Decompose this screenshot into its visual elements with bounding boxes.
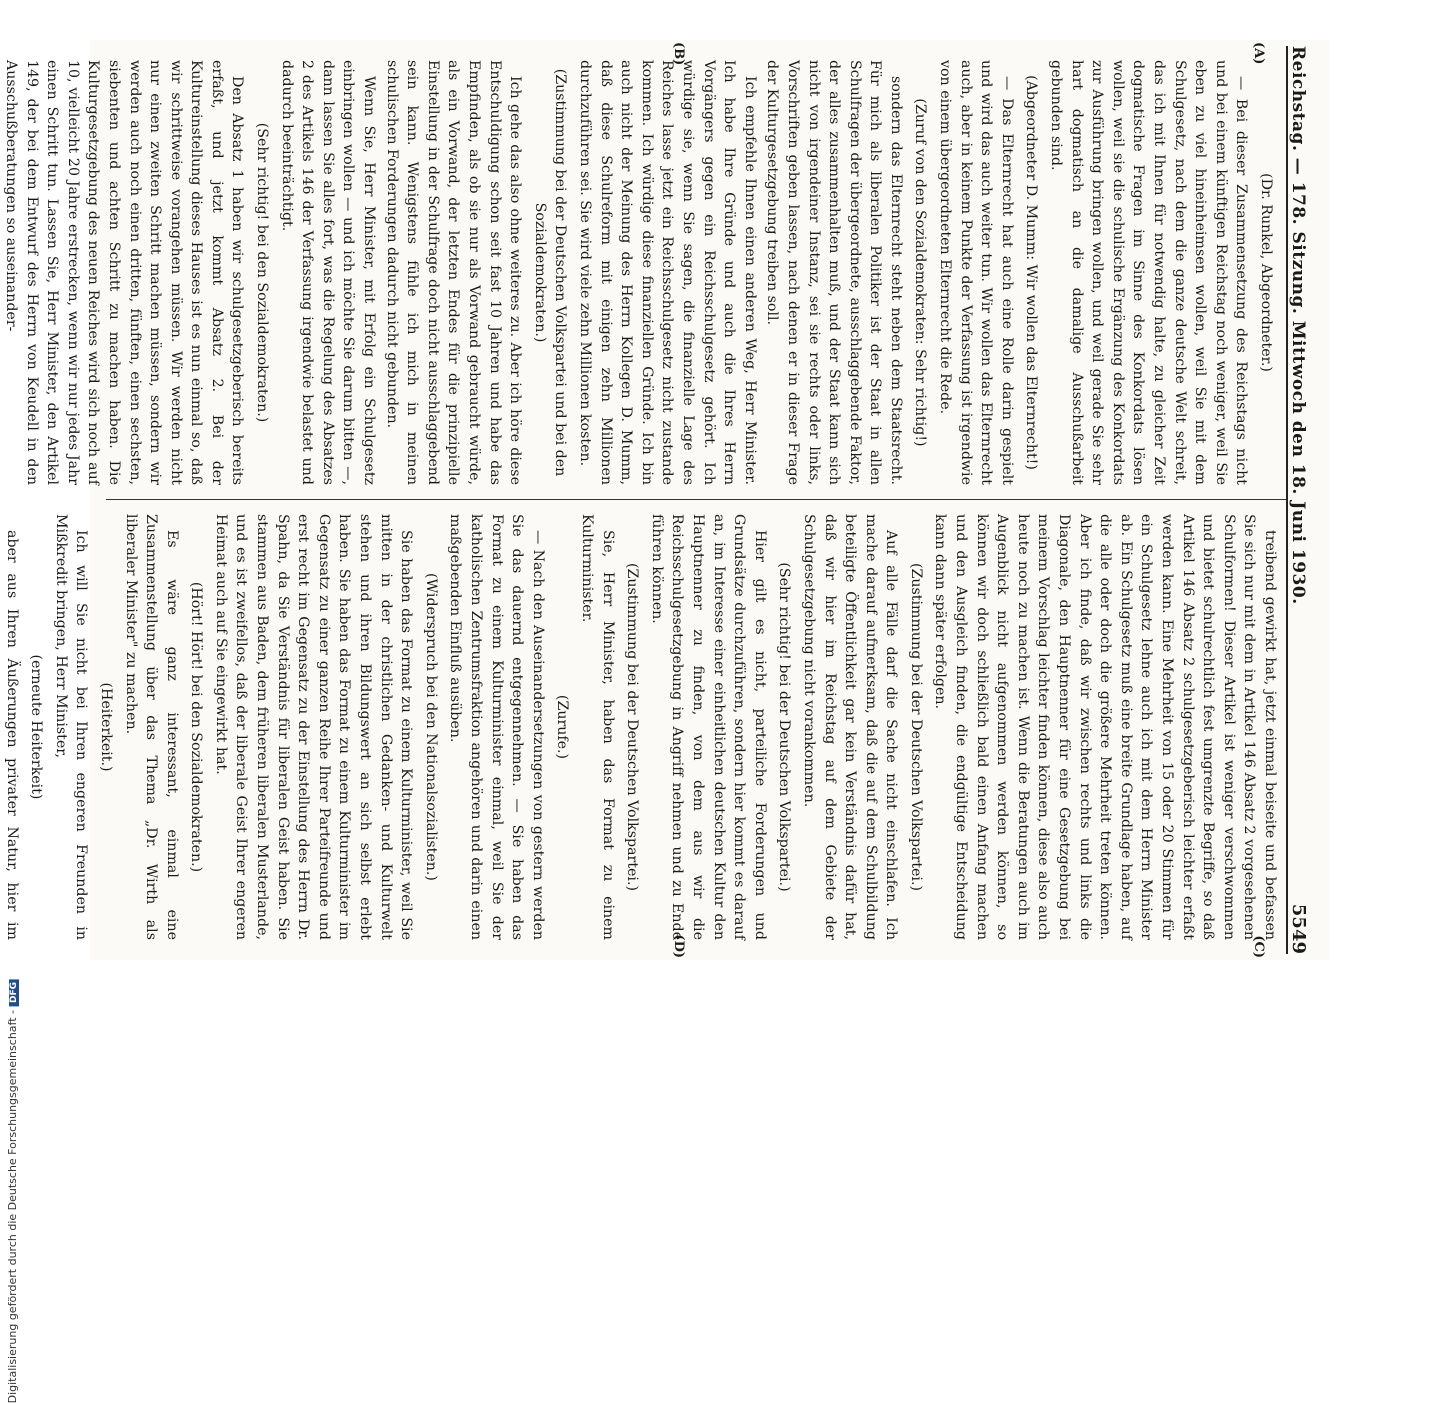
page-title: Reichstag. — 178. Sitzung. Mittwoch den 18. Juni 1930. <box>1288 46 1308 605</box>
margin-mark-c: (C) <box>1251 935 1266 958</box>
interjection: (Zustimmung bei der Deutschen Volkspartei und bei den Sozialdemokraten.) <box>531 68 569 477</box>
interjection: (Heiterkeit.) <box>97 682 114 772</box>
interjection: (Zurufe.) <box>554 694 571 760</box>
paragraph: Wenn Sie, Herr Minister, mit Erfolg ein Schulgesetz einbringen wollen — und ich möchte Sie darum bitten —, dann lassen Sie alles fort, was die Regelung des Absatzes 2 des Artikels 146 der Verfassung irgendwie belastet und dadurch beeinträchtigt. <box>278 60 378 485</box>
interjection: (Dr. Runkel, Abgeordneter.) <box>1258 173 1274 372</box>
margin-mark-a: (A) <box>1251 42 1266 65</box>
paragraph: — Nach den Auseinandersetzungen von gestern werden Sie das dauernd entgegennehmen. — Sie haben das Format zu einem Kulturminister einmal, weil Sie der katholischen Zentrumsfraktion angehören und darin einen maßgebenden Einfluß ausüben. <box>447 514 546 940</box>
document-page <box>2 40 1330 960</box>
credit-text: Digitalisierung gefördert durch die Deutsche Forschungsgemeinschaft - <box>6 1010 19 1403</box>
interjection: (Sehr richtig! bei den Sozialdemokraten.) <box>254 122 271 423</box>
digitization-credit <box>6 979 19 1403</box>
paragraph: Hier gilt es nicht, parteiliche Forderungen und Grundsätze durchzuführen, sondern hier kommt es darauf an, im Interesse einer einheitlichen deutschen Kultur den Hauptnenner zu finden, von dem aus wir die Reichsschulgesetzgebung in Angriff nehmen und zu Ende führen können. <box>648 514 768 940</box>
paragraph: Ich empfehle Ihnen einen anderen Weg, Herr Minister. Ich habe Ihre Gründe und auch die Ihres Herrn Vorgängers gegen ein Reichsschulgesetz gehört. Ich würdige sie, wenn Sie sagen, die finanzielle Lage des Reiches lasse jetzt ein Reichsschulgesetz nicht zustande kommen. Ich würdige diese finanziellen Gründe. Ich bin auch nicht der Meinung des Herrn Kollegen D. Mumm, daß diese Schulreform mit einigen zehn Millionen durchzuführen sei. Sie wird viele zehn Millionen kosten. <box>577 60 758 485</box>
page-number: 5549 <box>1288 903 1309 954</box>
paragraph: aber aus Ihren Äußerungen privater Natur, hier im <box>3 530 20 940</box>
right-column <box>3 500 1286 954</box>
paragraph: sondern das Elternrecht steht neben dem Staatsrecht. Für mich als liberalen Politiker ist der Staat in allen Schulfragen der übergeordnete, ausschlaggebende Faktor, der alles zusammenhalten muß, und der Staat kann sich nicht von irgendeiner Instanz, sei sie rechts oder links, Vorschriften geben lassen, nach denen er in dieser Frage der Kulturgesetzgebung treiben soll. <box>764 60 904 485</box>
interjection: (Zuruf von den Sozialdemokraten: Sehr richtig!) <box>912 98 929 447</box>
paragraph: Sie haben das Format zu einem Kulturminister, weil Sie mitten in der christlichen Gedanken- und Kulturwelt stehen und ihren Bildungswert an sich selbst erlebt haben. Sie haben das Format zu einem Kulturminister im Gegensatz zu einer ganzen Reihe Ihrer Parteifreunde und erst recht im Gegensatz zu der Einstellung des Herrn Dr. Spahn, da Sie Verständnis für liberalen Geist haben. Sie stammen aus Baden, dem früheren liberalen Musterlande, und es ist zweifellos, daß der liberale Geist Ihrer engeren Heimat auch auf Sie eingewirkt hat. <box>212 514 415 940</box>
interjection: (Zustimmung bei der Deutschen Volkspartei.) <box>624 562 641 892</box>
paragraph: Sie, Herr Minister, haben das Format zu einem Kulturminister. <box>579 514 616 940</box>
text-columns <box>2 42 1286 958</box>
paragraph: Es wäre ganz interessant, einmal eine Zusammenstellung über das Thema „Dr. Wirth als liberaler Minister" zu machen. <box>122 514 180 940</box>
paragraph: Ich will Sie nicht bei Ihren engeren Freunden in Mißkredit bringen, Herr Minister, <box>52 514 90 940</box>
interjection: (Sehr richtig! bei der Deutschen Volkspartei.) <box>776 562 793 892</box>
paragraph: — Bei dieser Zusammensetzung des Reichstags nicht und bei einem künftigen Reichstag noch weniger, weil Sie eben zu viel hineinheimsen wollen, weil Sie mit dem Schulgesetz, nach dem die ganze deutsche Welt schreit, das ich mit Ihnen für notwendig halte, zu gleicher Zeit dogmatische Fragen im Sinne des Konkordats lösen wollen, weil sie die schulische Ergänzung des Konkordats zur Ausführung bringen wollen, und weil gerade Sie sehr hart dogmatisch an die damalige Ausschußarbeit gebunden sind. <box>1048 60 1250 485</box>
dfg-logo: DFG <box>9 979 19 1006</box>
interjection: (Zustimmung bei der Deutschen Volkspartei.) <box>907 562 924 892</box>
interjection: (Hört! Hört! bei den Sozialdemokraten.) <box>188 581 205 873</box>
paragraph: treibend gewirkt hat, jetzt einmal beiseite und befassen Sie sich nur mit dem in Artikel 146 Absatz 2 vorgesehenen Schulformen! Dieser Artikel ist weniger verschwommen und bietet schulrechtlich fest umgrenzte Begriffe, so daß Artikel 146 Absatz 2 schulgesetzgeberisch leichter erfaßt werden kann. Eine Mehrheit von 15 oder 20 Stimmen für ein Schulgesetz lehne auch ich mit dem Herrn Minister ab. Ein Schulgesetz muß eine breite Grundlage haben, auf die alle oder doch die größere Mehrheit treten können. Aber ich finde, daß wir zwischen rechts und links die Diagonale, den Hauptnenner für eine Gesetzgebung bei meinem Vorschlag leichter finden können, diese also auch heute noch zu machen ist. Wenn die Beratungen auch im Augenblick nicht aufgenommen werden können, so können wir doch schließlich bald einen Anfang machen und den Ausgleich finden, die endgültige Entscheidung kann dann später erfolgen. <box>932 514 1278 940</box>
paragraph: Auf alle Fälle darf die Sache nicht einschlafen. Ich mache darauf aufmerksam, daß die auf dem Schulbildung beteiligte Öffentlichkeit gar kein Verständnis dafür hat, daß wir hier im Reichstag auf dem Gebiete der Schulgesetzgebung nicht vorankommen. <box>800 514 900 940</box>
interjection: (Abgeordneter D. Mumm: Wir wollen das Elternrecht!) <box>1023 75 1040 470</box>
left-column <box>2 46 1286 500</box>
margin-mark-b: (B) <box>671 42 686 66</box>
paragraph: Den Absatz 1 haben wir schulgesetzgeberisch bereits erfaßt, und jetzt kommt Absatz 2. Bei der Kultureinstellung dieses Hauses ist es nun einmal so, daß wir schrittweise vorangehen müssen. Wir werden nicht nur einen zweiten Schritt machen müssen, sondern wir werden auch noch einen dritten, fünften, einen sechsten, siebenten und achten Schritt zu machen haben. Die Kulturgesetzgebung des neuen Reiches wird sich noch auf 10, vielleicht 20 Jahre erstrecken, wenn wir nur jedes Jahr einen Schritt tun. Lassen Sie, Herr Minister, den Artikel 149, der bei dem Entwurf des Herrn von Keudell in den Ausschußberatungen so auseinander- <box>2 60 246 485</box>
paragraph: Ich gehe das also ohne weiteres zu. Aber ich höre diese Entschuldigung schon seit fast 10 Jahren und habe das Empfinden, als ob sie nur als Vorwand gebraucht würde, als ein Vorwand, der letzten Endes für die prinzipielle Einstellung in der Schulfrage doch nicht ausschlaggebend sein kann. Wenigstens fühle ich mich in meinen schulischen Forderungen dadurch nicht gebunden. <box>383 60 524 485</box>
interjection: (erneute Heiterkeit) <box>28 654 45 800</box>
page-header <box>1286 46 1330 954</box>
rotated-page-content <box>2 40 1330 960</box>
paragraph: — Das Elternrecht hat auch eine Rolle darin gespielt und wird das auch weiter tun. Wir wollen das Elternrecht auch, aber in keinem Punkte der Verfassung ist irgendwie von einem übergeordneten Elternrecht die Rede. <box>937 60 1015 485</box>
interjection: (Widerspruch bei den Nationalsozialisten.) <box>422 573 439 881</box>
margin-mark-d: (D) <box>671 934 686 958</box>
